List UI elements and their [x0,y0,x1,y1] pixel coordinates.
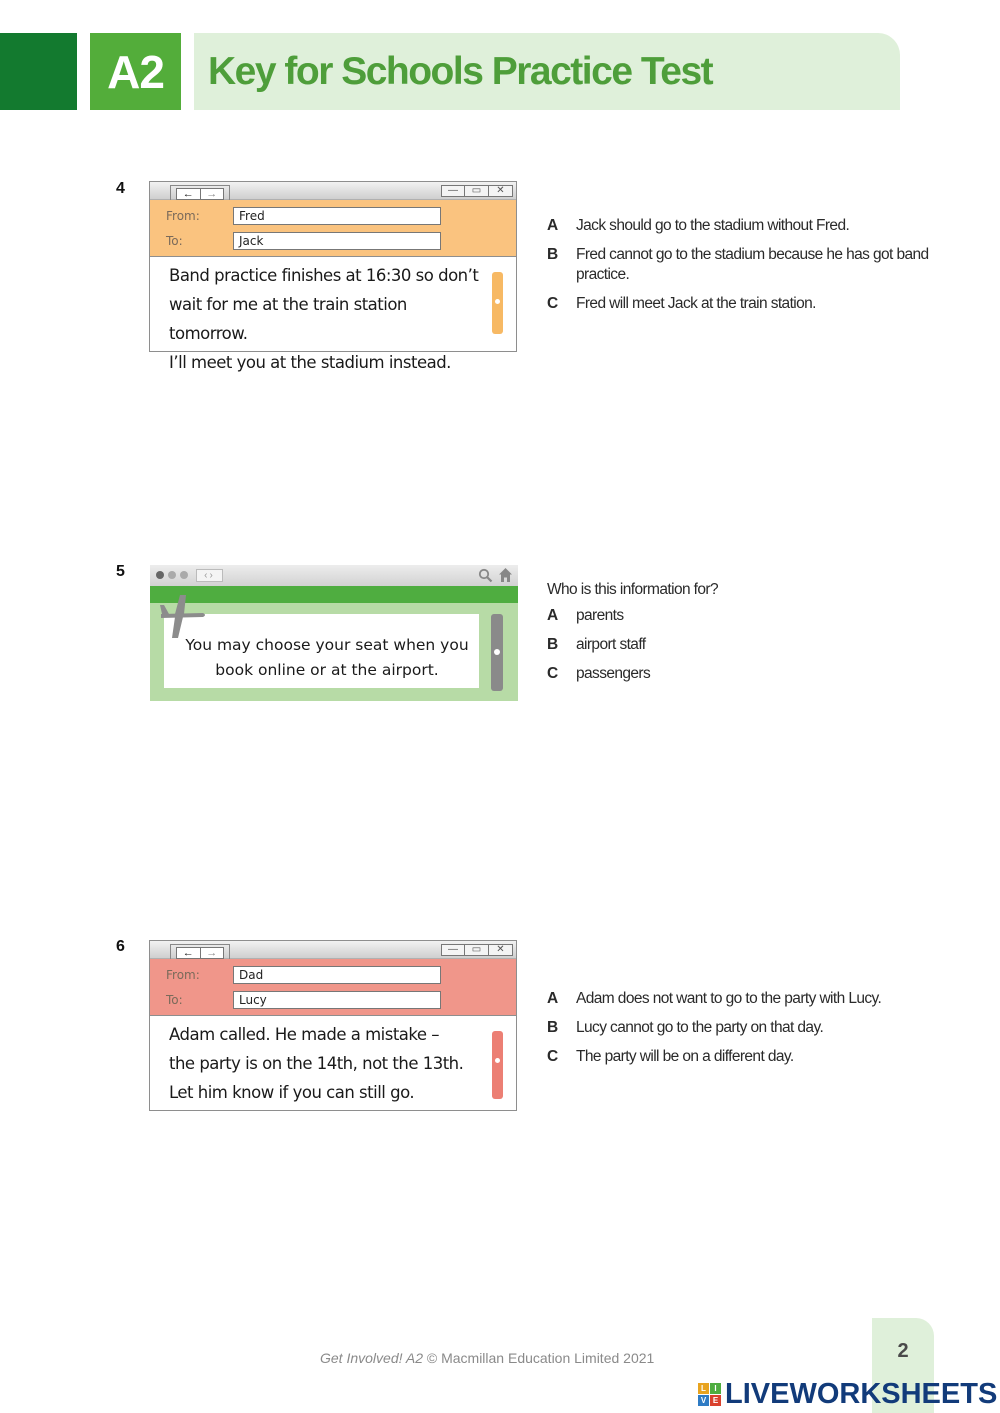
watermark-text: LIVEWORKSHEETS [725,1378,998,1410]
option-a[interactable] [547,989,947,1009]
book-title: Get Involved! A2 [320,1350,423,1366]
back-arrow-icon: ← [182,947,194,959]
browser-toolbar [150,565,518,586]
option-letter: A [547,217,559,234]
option-text: passengers [576,665,651,682]
email-window-q6 [149,940,517,1111]
scrollbar [492,1031,503,1099]
email-header-fields [150,200,516,257]
scroll-thumb-dot [495,299,500,304]
email-window-q4 [149,181,517,372]
search-icon [478,568,493,583]
to-field: Jack [233,232,441,250]
question-number-5: 5 [116,563,125,580]
notice-window-q5 [150,565,518,701]
option-text: parents [576,607,624,624]
email-message [169,261,489,377]
options-q6 [547,989,947,1076]
nav-arrows-icon: ‹› [196,569,223,582]
option-text: Adam does not want to go to the party with Lucy. [576,990,882,1007]
message-line: wait for me at the train station tomorrow. [169,295,407,343]
liveworksheets-watermark [698,1378,997,1411]
options-q4 [547,216,947,323]
page-title: Key for Schools Practice Test [208,49,713,93]
option-b[interactable] [547,245,947,285]
window-controls [441,185,513,197]
footer-credit [320,1350,654,1366]
forward-arrow-icon: → [200,189,224,199]
option-letter: B [547,1019,559,1036]
forward-arrow-icon: → [200,948,224,958]
email-nav-arrows [176,188,224,200]
option-a[interactable] [547,216,947,236]
question-prompt: Who is this information for? [547,581,718,598]
message-line: Let him know if you can still go. [169,1083,415,1102]
maximize-icon: ▭ [465,944,489,956]
option-letter: B [547,636,559,653]
maximize-icon: ▭ [465,185,489,197]
option-letter: C [547,665,559,682]
close-icon: ✕ [489,944,513,956]
option-letter: A [547,990,559,1007]
scroll-thumb-dot [494,649,500,655]
from-label: From: [166,968,200,982]
message-line: Adam called. He made a mistake – [169,1025,440,1044]
option-text: Jack should go to the stadium without Fred. [576,217,850,234]
home-icon [498,567,513,583]
window-dot-icon [168,571,176,579]
question-number-6: 6 [116,938,125,955]
to-field: Lucy [233,991,441,1009]
option-text: airport staff [576,636,646,653]
option-letter: C [547,295,559,312]
page-number: 2 [872,1318,934,1413]
minimize-icon: — [441,185,465,197]
from-label: From: [166,209,200,223]
option-c[interactable] [547,294,947,314]
option-b[interactable] [547,1018,947,1038]
scrollbar [491,614,503,691]
liveworksheets-logo-icon: L I V E [698,1383,721,1406]
copyright: © Macmillan Education Limited 2021 [426,1350,655,1366]
level-badge: A2 [90,33,181,110]
message-line: the party is on the 14th, not the 13th. [169,1054,464,1073]
options-q5 [547,581,947,693]
window-dot-icon [156,571,164,579]
window-controls [441,944,513,956]
option-text: Fred will meet Jack at the train station. [576,295,816,312]
header-accent-block [0,33,77,110]
option-text: Fred cannot go to the stadium because he has got band practice. [576,246,929,283]
minimize-icon: — [441,944,465,956]
header-banner [194,33,900,110]
option-b[interactable] [547,635,947,655]
message-line: book online or at the airport. [215,661,439,679]
message-line: You may choose your seat when you [185,636,469,654]
to-label: To: [166,993,183,1007]
option-letter: A [547,607,559,624]
window-dot-icon [180,571,188,579]
from-field: Dad [233,966,441,984]
email-header-fields [150,959,516,1016]
email-nav-arrows [176,947,224,959]
back-arrow-icon: ← [182,188,194,200]
scroll-thumb-dot [495,1058,500,1063]
option-text: The party will be on a different day. [576,1048,794,1065]
option-letter: C [547,1048,559,1065]
message-line: Band practice finishes at 16:30 so don’t [169,266,479,285]
question-number-4: 4 [116,180,125,197]
option-a[interactable] [547,606,947,626]
from-field: Fred [233,207,441,225]
email-message [169,1020,489,1107]
option-letter: B [547,246,559,263]
close-icon: ✕ [489,185,513,197]
option-text: Lucy cannot go to the party on that day. [576,1019,824,1036]
notice-message [164,633,490,683]
option-c[interactable] [547,664,947,684]
option-c[interactable] [547,1047,947,1067]
scrollbar [492,272,503,334]
to-label: To: [166,234,183,248]
message-line: I’ll meet you at the stadium instead. [169,353,451,372]
